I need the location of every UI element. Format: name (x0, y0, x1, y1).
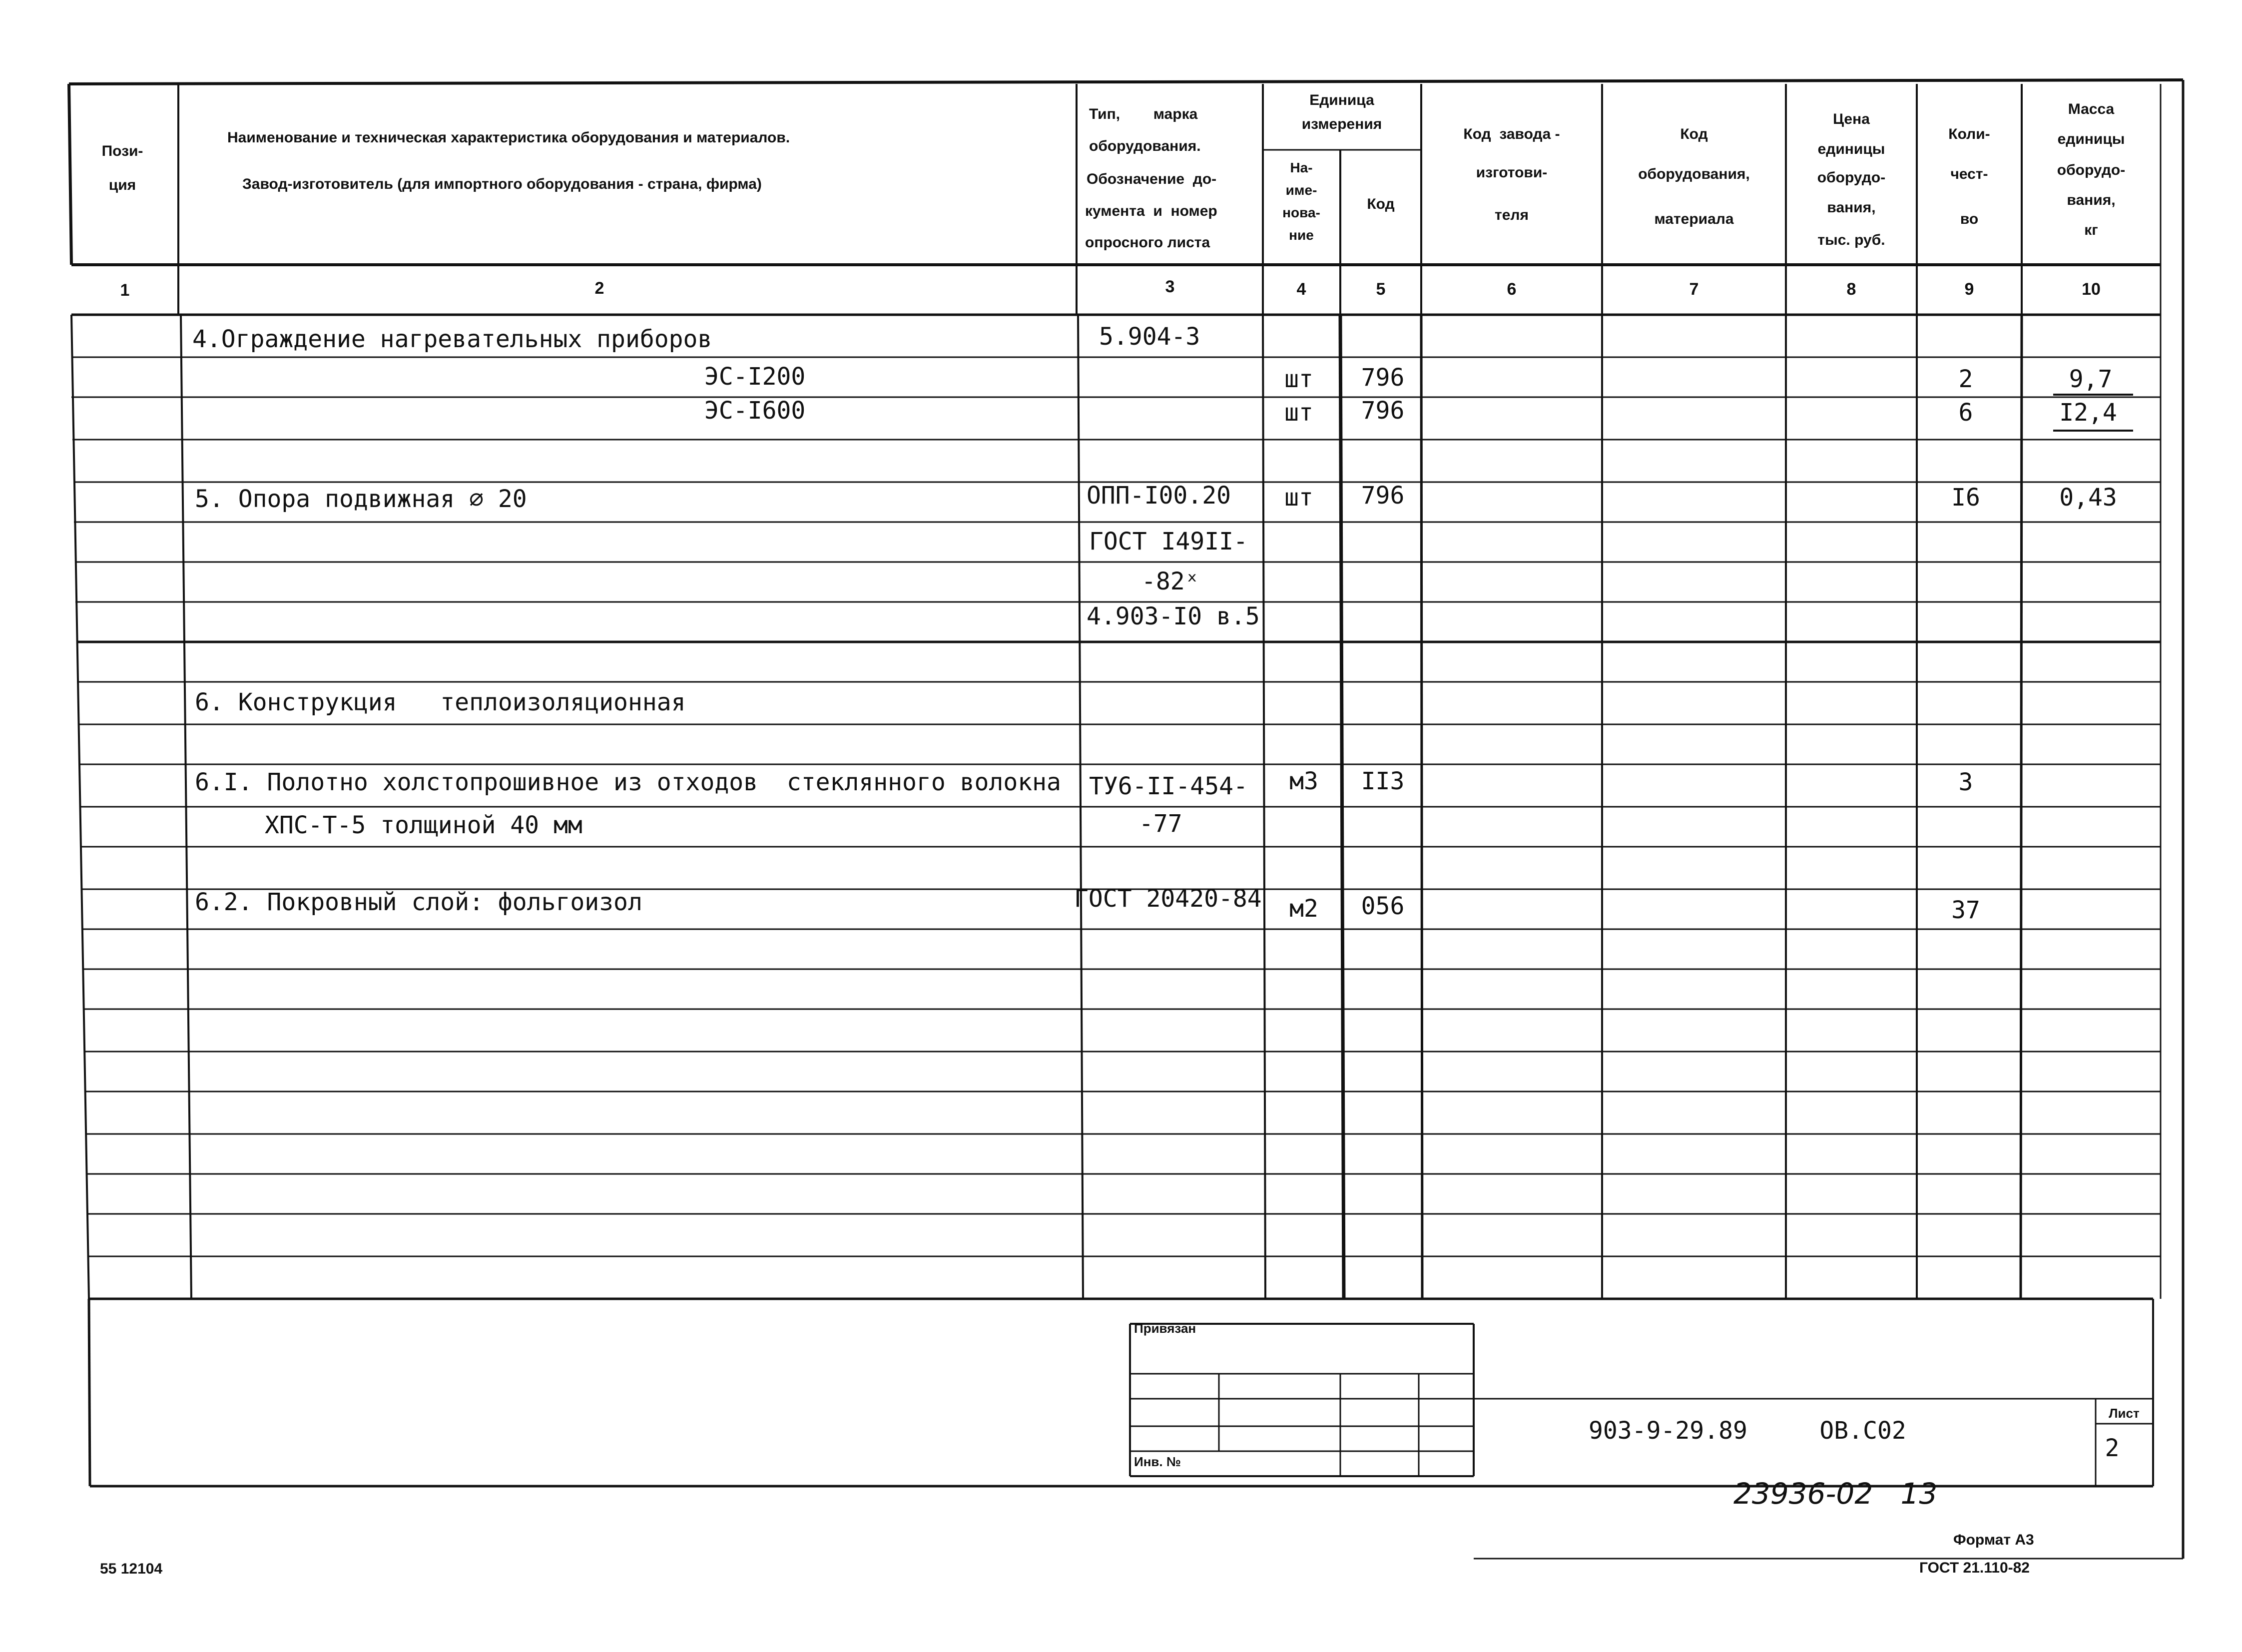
header-col10-line4: вания, (2067, 192, 2116, 208)
row-name: 6.2. Покровный слой: фольгоизол (195, 888, 642, 916)
row-doc: -82ˣ (1141, 567, 1199, 595)
format-label: Формат А3 (1953, 1532, 2034, 1548)
sheet-label: Лист (2109, 1406, 2140, 1421)
row-doc: ОПП-I00.20 (1087, 482, 1231, 510)
header-col4-line1: На- (1290, 160, 1313, 175)
row-name: ХПС-Т-5 толщиной 40 мм (265, 811, 582, 839)
row-mass: 9,7 (2069, 365, 2113, 393)
row-name: 4.Ограждение нагревательных приборов (192, 325, 712, 353)
row-doc: 4.903-I0 в.5 (1087, 602, 1260, 630)
row-name: ЭС-I200 (704, 363, 806, 391)
row-doc: 5.904-3 (1099, 323, 1200, 351)
header-col8-line1: Цена (1833, 111, 1870, 127)
row-name: ЭС-I600 (704, 397, 806, 425)
header-col3-line2: оборудования. (1089, 138, 1201, 154)
header-unit-group-line2: измерения (1301, 116, 1382, 132)
row-name: 6. Конструкция теплоизоляционная (195, 688, 686, 716)
stamp-privyazan: Привязан (1134, 1321, 1196, 1336)
header-col2-line2: Завод-изготовитель (для импортного оборудования - страна, фирма) (242, 176, 762, 192)
header-col9-line2: чест- (1950, 166, 1988, 182)
title-block (1130, 1324, 2153, 1486)
header-col9-line3: во (1960, 211, 1979, 227)
header-col5: Код (1367, 196, 1395, 212)
header-col10-line1: Масса (2068, 101, 2115, 117)
row-code: 796 (1361, 364, 1405, 392)
document-code: 903-9-29.89 ОВ.С02 (1589, 1417, 1906, 1445)
row-code: II3 (1361, 767, 1405, 795)
row-code: 796 (1361, 397, 1405, 425)
row-unit: м3 (1289, 767, 1318, 795)
row-doc: ГОСТ I49II- (1089, 528, 1248, 555)
row-qty: 6 (1958, 399, 1973, 427)
gost-label: ГОСТ 21.110-82 (1919, 1560, 2030, 1576)
row-unit: шт (1284, 365, 1313, 393)
row-doc: ГОСТ 20420-84 (1074, 885, 1262, 913)
header-unit-group-line1: Единица (1309, 92, 1374, 108)
print-code: 55 12104 (100, 1561, 163, 1577)
row-mass: I2,4 (2059, 399, 2117, 427)
header-col10-line3: оборудо- (2057, 162, 2126, 178)
row-qty: I6 (1951, 484, 1980, 512)
row-doc: ТУ6-II-454- (1089, 772, 1248, 800)
sheet-number: 2 (2105, 1434, 2120, 1462)
header-col1-line1: Пози- (101, 143, 143, 159)
row-unit: шт (1284, 484, 1313, 512)
column-number: 5 (1376, 280, 1386, 299)
header-col2-line1: Наименование и техническая характеристика оборудования и материалов. (227, 129, 790, 146)
header-col8-line4: вания, (1827, 199, 1876, 216)
header-col9-line1: Коли- (1948, 126, 1990, 142)
column-number: 3 (1165, 277, 1175, 296)
column-number: 1 (120, 281, 130, 300)
handwritten-number: 23936-02 13 (1733, 1477, 1938, 1511)
header-col6-line3: теля (1495, 207, 1529, 223)
header-col3-line5: опросного листа (1085, 234, 1210, 251)
header-col6-line2: изготови- (1476, 164, 1548, 181)
column-number: 4 (1296, 280, 1306, 299)
header-col4-line4: ние (1289, 227, 1314, 243)
column-number: 10 (2082, 280, 2101, 299)
header-col3-line1: Тип, марка (1089, 106, 1198, 122)
table-body (192, 323, 2133, 924)
header-col8-line2: единицы (1817, 141, 1885, 157)
column-number: 8 (1846, 280, 1856, 299)
row-qty: 3 (1958, 768, 1973, 796)
header-col1-line2: ция (108, 177, 136, 193)
header-col10-line2: единицы (2057, 131, 2125, 147)
column-number: 2 (594, 279, 604, 298)
header-col8-line3: оборудо- (1817, 169, 1886, 186)
header-col3-line4: кумента и номер (1085, 203, 1217, 219)
header-col3-line3: Обозначение до- (1087, 171, 1217, 187)
header-col7-line2: оборудования, (1638, 166, 1750, 182)
header-col4-line2: име- (1285, 182, 1317, 198)
row-qty: 37 (1951, 896, 1980, 924)
column-number: 6 (1507, 280, 1517, 299)
row-code: 056 (1361, 892, 1405, 920)
table-header (102, 92, 2126, 300)
row-code: 796 (1361, 482, 1405, 510)
header-col6-line1: Код завода - (1463, 126, 1560, 142)
row-qty: 2 (1958, 365, 1973, 393)
row-unit: м2 (1289, 895, 1318, 923)
row-doc: -77 (1139, 810, 1182, 838)
stamp-inv: Инв. № (1134, 1454, 1181, 1469)
row-mass: 0,43 (2059, 484, 2117, 512)
header-col7-line1: Код (1680, 126, 1708, 142)
row-unit: шт (1284, 399, 1313, 427)
row-name: 5. Опора подвижная ⌀ 20 (195, 485, 527, 513)
header-col7-line3: материала (1654, 211, 1734, 227)
row-name: 6.I. Полотно холстопрошивное из отходов стеклянного волокна (195, 768, 1061, 796)
column-number: 9 (1964, 280, 1974, 299)
column-number: 7 (1689, 280, 1699, 299)
header-col8-line5: тыс. руб. (1817, 232, 1885, 248)
header-col4-line3: нова- (1282, 205, 1320, 220)
header-col10-line5: кг (2084, 222, 2098, 238)
